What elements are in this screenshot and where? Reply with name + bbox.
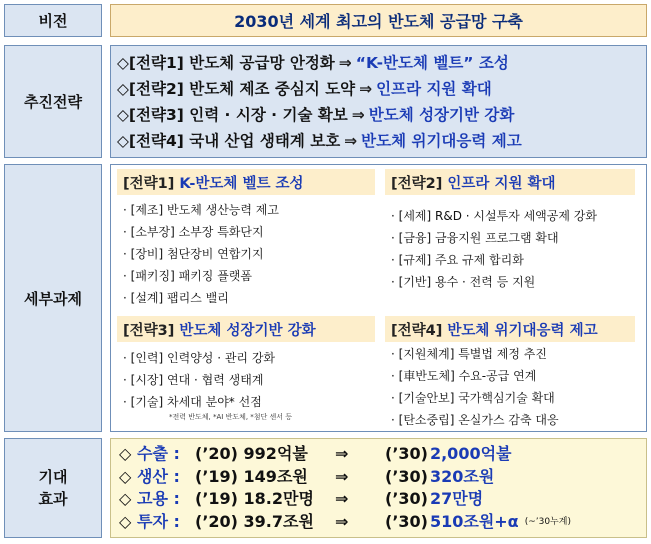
details-panel <box>110 164 647 432</box>
list-item: · [지원체계] 특별법 제정 추진 <box>391 347 547 361</box>
effect-target: 27만명 <box>429 489 484 508</box>
list-item: · [규제] 주요 규제 합리화 <box>391 253 524 267</box>
arrow-icon: ⇒ <box>335 466 349 486</box>
list-item: · [기술] 차세대 분야* 선점 <box>123 395 262 409</box>
arrow-icon: ⇒ <box>359 80 373 98</box>
arrow-icon: ⇒ <box>335 444 349 463</box>
strategy1-heading <box>117 169 375 195</box>
arrow-icon: ⇒ <box>338 54 352 72</box>
effect-item <box>119 443 646 466</box>
strategy-head: ◇[전략4] 국내 산업 생태계 보호 <box>117 132 341 150</box>
arrow-icon: ⇒ <box>335 489 349 508</box>
strategy-head: ◇[전략1] 반도체 공급망 안정화 <box>117 54 335 72</box>
list-item: · [설계] 팹리스 밸리 <box>123 291 229 305</box>
strategy1-title: K-반도체 벨트 조성 <box>179 175 304 192</box>
vision-label: 비전 <box>4 4 102 37</box>
strategy-goal: 반도체 성장기반 강화 <box>368 106 515 124</box>
strategy-goal: 인프라 지원 확대 <box>376 80 492 98</box>
effect-target: 2,000억불 <box>429 444 512 463</box>
diamond-icon: ◇ <box>119 444 132 463</box>
arrow-icon: ⇒ <box>351 106 365 124</box>
effect-target-year: (’30) <box>385 466 428 486</box>
effect-base: (’20) 39.7조원 <box>195 511 314 531</box>
strategy3-title: 반도체 성장기반 강화 <box>179 322 316 339</box>
strategy-label: 추진전략 <box>4 45 102 158</box>
list-item: · [기술안보] 국가핵심기술 확대 <box>391 391 555 405</box>
strategy-goal: 반도체 위기대응력 제고 <box>361 132 522 150</box>
effect-base: (’19) 18.2만명 <box>195 489 314 508</box>
effect-name: 생산 : <box>137 466 180 486</box>
strategy2-title: 인프라 지원 확대 <box>447 175 556 192</box>
list-item: · [車반도체] 수요-공급 연계 <box>391 369 537 383</box>
strategy4-title: 반도체 위기대응력 제고 <box>447 322 598 339</box>
effect-target-year: (’30) <box>385 489 428 508</box>
effect-item <box>119 511 646 534</box>
effect-name: 수출 : <box>137 444 180 463</box>
diamond-icon: ◇ <box>119 489 132 508</box>
strategy2-bracket: [전략2] <box>391 175 443 192</box>
strategy-item <box>117 128 646 154</box>
vision-row <box>4 4 647 37</box>
list-item: · [인력] 인력양성 · 관리 강화 <box>123 351 276 365</box>
details-label: 세부과제 <box>4 164 102 432</box>
strategy-item <box>117 76 646 102</box>
effect-name: 투자 : <box>137 511 180 531</box>
details-row <box>4 164 647 432</box>
arrow-icon: ⇒ <box>344 132 358 150</box>
arrow-icon: ⇒ <box>335 511 349 531</box>
effect-target-year: (’30) <box>385 511 428 531</box>
list-item: · [패키징] 패키징 플랫폼 <box>123 269 252 283</box>
effects-label: 기대 효과 <box>4 438 102 538</box>
strategy2-items <box>391 205 597 293</box>
strategy1-items <box>123 199 279 309</box>
strategy-row <box>4 45 647 158</box>
list-item: · [시장] 연대 · 협력 생태계 <box>123 373 264 387</box>
strategy3-items <box>123 347 275 413</box>
strategy4-bracket: [전략4] <box>391 322 443 339</box>
strategy3-heading <box>117 316 375 342</box>
strategy1-bracket: [전략1] <box>123 175 175 192</box>
strategy-head: ◇[전략3] 인력 · 시장 · 기술 확보 <box>117 106 348 124</box>
effect-base: (’19) 149조원 <box>195 466 308 486</box>
diamond-icon: ◇ <box>119 466 132 486</box>
strategy-item <box>117 102 646 128</box>
strategy-goal: “K-반도체 벨트” 조성 <box>355 54 509 72</box>
vision-statement: 2030년 세계 최고의 반도체 공급망 구축 <box>110 4 647 37</box>
effect-base: (’20) 992억불 <box>195 444 308 463</box>
effects-panel <box>110 438 647 538</box>
effect-name: 고용 : <box>137 489 180 508</box>
diamond-icon: ◇ <box>119 511 132 531</box>
effect-target-year: (’30) <box>385 444 428 463</box>
effect-item <box>119 466 646 489</box>
strategy4-heading <box>385 316 635 342</box>
list-item: · [탄소중립] 온실가스 감축 대응 <box>391 413 559 427</box>
strategy-list <box>110 45 647 158</box>
strategy4-items <box>391 343 559 431</box>
list-item: · [장비] 첨단장비 연합기지 <box>123 247 264 261</box>
effect-note: (~’30누계) <box>524 516 571 527</box>
strategy-head: ◇[전략2] 반도체 제조 중심지 도약 <box>117 80 356 98</box>
footnote: *전력 반도체, *AI 반도체, *첨단 센서 등 <box>169 413 293 421</box>
effects-row <box>4 438 647 538</box>
list-item: · [금융] 금융지원 프로그램 확대 <box>391 231 559 245</box>
effect-item <box>119 488 646 511</box>
strategy-item <box>117 50 646 76</box>
effect-target: 510조원+α <box>429 511 519 531</box>
list-item: · [기반] 용수 · 전력 등 지원 <box>391 275 536 289</box>
list-item: · [제조] 반도체 생산능력 제고 <box>123 203 279 217</box>
list-item: · [소부장] 소부장 특화단지 <box>123 225 264 239</box>
strategy2-heading <box>385 169 635 195</box>
effect-target: 320조원 <box>429 466 495 486</box>
list-item: · [세제] R&D · 시설투자 세액공제 강화 <box>391 209 597 223</box>
strategy3-bracket: [전략3] <box>123 322 175 339</box>
